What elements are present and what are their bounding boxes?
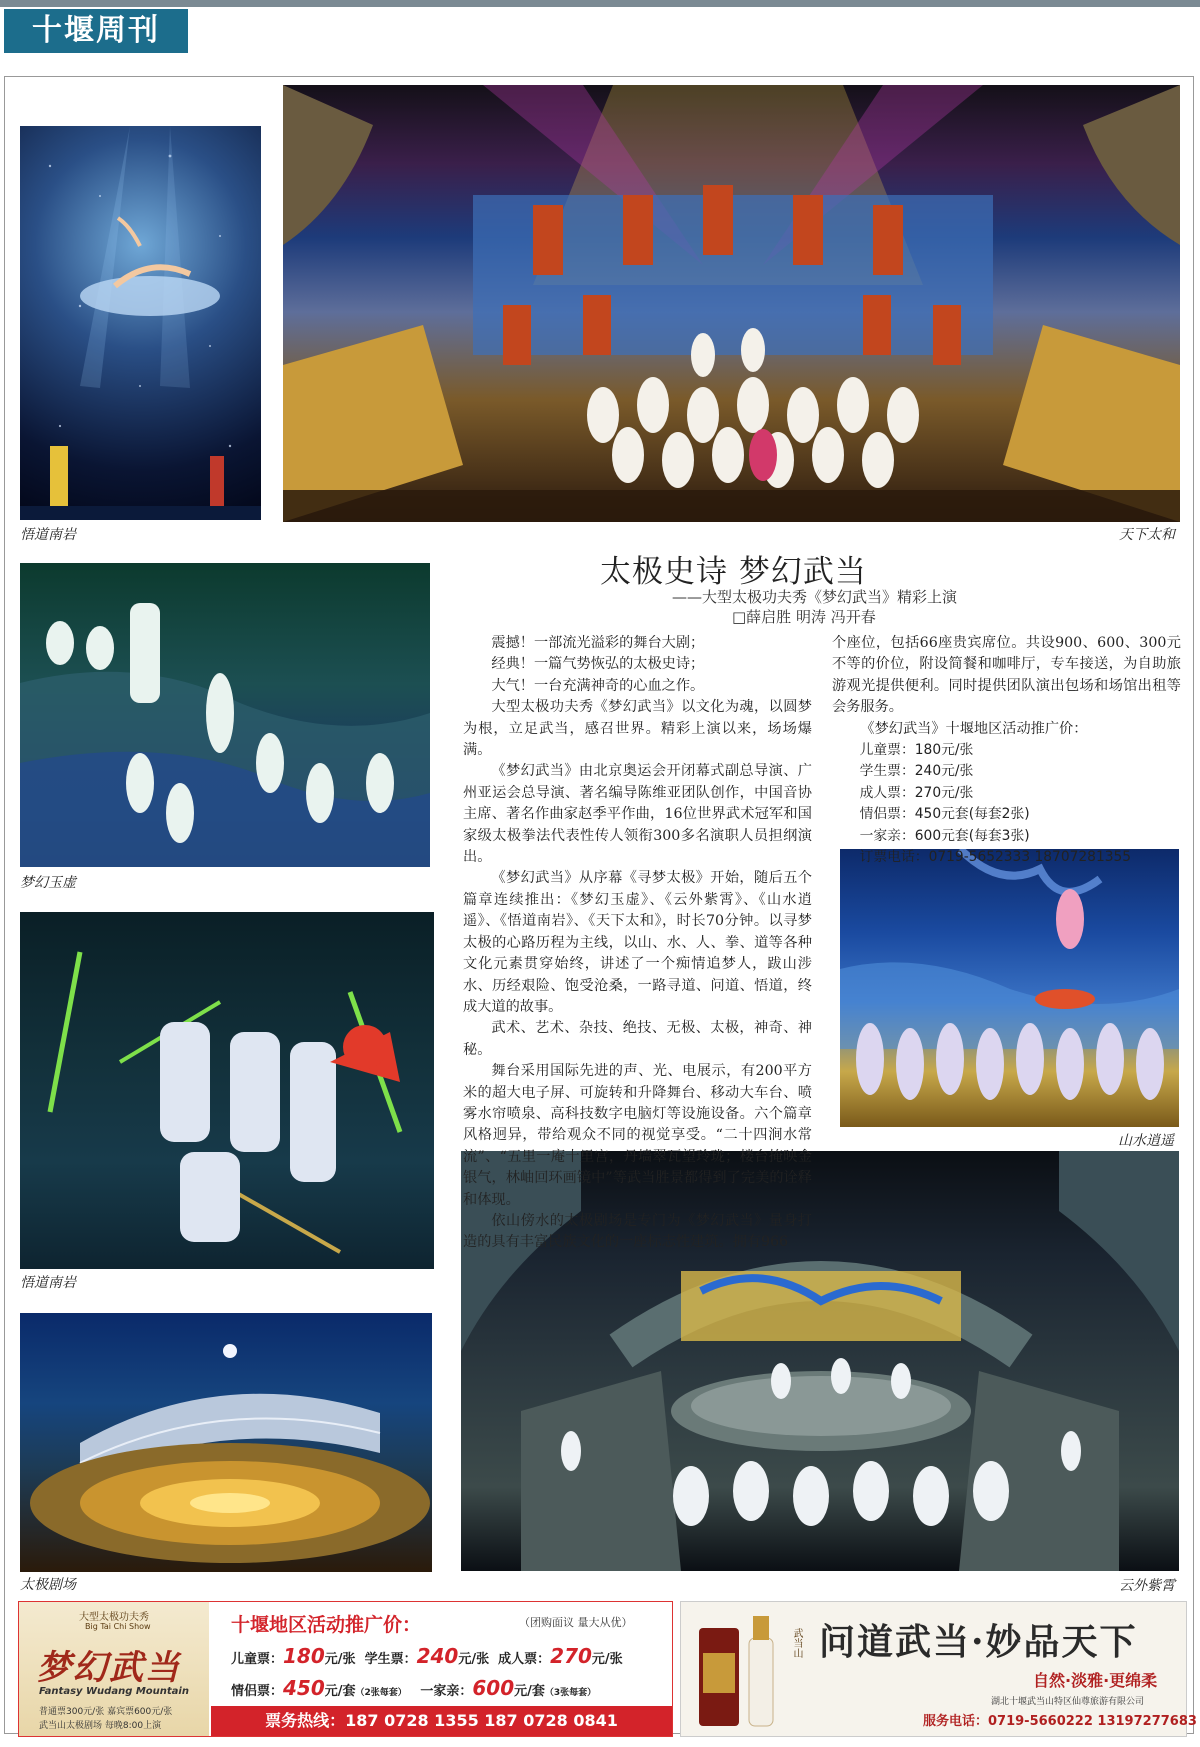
photo-mid-left-2 [20, 912, 434, 1269]
paragraph: 依山傍水的太极剧场是专门为《梦幻武当》量身打造的具有丰富民族文化的一座标志性建筑。拥有966 [463, 1212, 812, 1251]
caption-right-mid: 山水逍遥 [1118, 1133, 1174, 1149]
ad-price-row-1: 儿童票：180元/张 学生票：240元/张 成人票：270元/张 [231, 1644, 623, 1668]
price-line: 情侣票：450元套(每套2张) [859, 806, 1030, 823]
ad-price-row-2: 情侣票：450元/套（2张每套） 一家亲：600元/套（3张每套） [231, 1676, 597, 1700]
photo-mid-left-2-art [20, 912, 434, 1269]
photo-right-mid-art [840, 849, 1179, 1127]
photo-bottom-left [20, 1313, 432, 1572]
paragraph: 经典！一篇气势恢弘的太极史诗； [491, 656, 705, 673]
ad-logo: 梦幻武当 [37, 1648, 181, 1688]
ad-logo-en: Fantasy Wudang Mountain [39, 1686, 189, 1697]
paragraph: 《梦幻武当》从序幕《寻梦太极》开始，随后五个篇章连续推出：《梦幻玉虚》、《云外紫霄》、《山水逍遥》、《悟道南岩》、《天下太和》，时长70分钟。以寻梦太极的心路历程为主线，以山、水、人、拳、道等各种文化元素贯穿始终，讲述了一个痴情追梦人，跋山涉水、历经艰险、饱受沧桑，一路寻道、问道、悟道，终成大道的故事。 [463, 870, 812, 1015]
paragraph: 《梦幻武当》由北京奥运会开闭幕式副总导演、广州亚运会总导演、著名编导陈维亚团队创作，中国音协主席、著名作曲家赵季平作曲，16位世界武术冠军和国家级太极拳法代表性传人领衔300多名演职人员担纲演出。 [463, 763, 812, 866]
caption-mid-left-1: 梦幻玉虚 [20, 875, 76, 891]
ad-ticket-promo [18, 1601, 673, 1737]
article-subtitle: ——大型太极功夫秀《梦幻武当》精彩上演 [672, 588, 958, 606]
ad-right-company: 湖北十堰武当山特区仙尊旅游有限公司 [991, 1697, 1145, 1707]
ad-note: 武当山太极剧场 每晚8:00上演 [39, 1721, 162, 1731]
paragraph: 震撼！一部流光溢彩的舞台大剧； [491, 635, 705, 651]
caption-bottom-left: 太极剧场 [20, 1577, 76, 1593]
ad-right-tagline: 自然·淡雅·更绵柔 [1033, 1671, 1158, 1690]
ad-hotline: 票务热线：187 0728 1355 187 0728 0841 [265, 1711, 618, 1730]
ad-brand-small: 大型太极功夫秀 [79, 1612, 149, 1623]
ad-bottle-panel [689, 1608, 809, 1732]
price-line: 成人票：270元/张 [859, 784, 974, 801]
price-line: 学生票：240元/张 [859, 763, 974, 780]
caption-mid-left-2: 悟道南岩 [20, 1275, 76, 1291]
photo-bottom-left-art [20, 1313, 432, 1572]
article-column-2 [832, 633, 1181, 868]
photo-top-main [283, 85, 1180, 522]
paragraph: 舞台采用国际先进的声、光、电展示，有200平方米的超大电子屏、可旋转和升降舞台、移动大车台、喷雾水帘喷泉、高科技数字电脑灯等设施设备。六个篇章风格迥异，带给观众不同的视觉享受。“二十四涧水常流”、“五里一庵十里宫，丹墙翠瓦望玲珑；楼台掩映金银气，林岫回环画镜中”等武当胜景都得到了完美的诠释和体现。 [463, 1063, 812, 1208]
photo-top-left [20, 126, 261, 520]
ad-brand-en: Big Tai Chi Show [85, 1622, 151, 1631]
paragraph: 武术、艺术、杂技、绝技、无极、太极，神奇、神秘。 [463, 1020, 812, 1058]
price-line: 订票电话：0719-5652333 18707281355 [859, 849, 1132, 866]
caption-top-main: 天下太和 [1119, 527, 1175, 543]
photo-top-left-art [20, 126, 261, 520]
price-line: 一家亲：600元套(每套3张) [859, 827, 1030, 844]
ad-hotline-bar [211, 1706, 672, 1736]
photo-mid-left-1-art [20, 563, 430, 867]
paragraph: 《梦幻武当》十堰地区活动推广价： [860, 720, 1088, 737]
paragraph: 大气！一台充满神奇的心血之作。 [491, 677, 705, 694]
article-column-1 [463, 633, 812, 1254]
paragraph: 个座位，包括66座贵宾席位。共设900、600、300元不等的价位，附设简餐和咖啡厅，专车接送，为自助旅游观光提供便利。同时提供团队演出包场和场馆出租等会务服务。 [832, 635, 1181, 716]
article-byline: □薛启胜 明涛 冯开春 [732, 608, 876, 626]
bottle-icon [689, 1608, 809, 1732]
photo-right-mid [840, 849, 1179, 1127]
photo-mid-left-1 [20, 563, 430, 867]
ad-bottle-vertical-text: 武当山 [791, 1628, 802, 1658]
ad-right-phone: 服务电话：0719-5660222 13197277683 [923, 1714, 1197, 1729]
top-rule [0, 0, 1200, 7]
paragraph: 大型太极功夫秀《梦幻武当》以文化为魂，以圆梦为根，立足武当，感召世界。精彩上演以来，场场爆满。 [463, 699, 812, 759]
caption-top-left: 悟道南岩 [20, 527, 76, 543]
price-line: 儿童票：180元/张 [859, 742, 974, 759]
photo-top-main-art [283, 85, 1180, 522]
ad-right-headline: 问道武当·妙品天下 [819, 1621, 1138, 1663]
ad-logo-panel [19, 1602, 209, 1736]
caption-bottom-main: 云外紫霄 [1119, 1578, 1175, 1594]
article-title: 太极史诗 梦幻武当 [600, 554, 867, 590]
ad-note: 普通票300元/张 嘉宾票600元/张 [39, 1707, 173, 1717]
ad-liquor [680, 1601, 1197, 1737]
ad-group-note: （团购面议 量大从优） [519, 1616, 633, 1629]
ad-headline: 十堰地区活动推广价： [231, 1614, 422, 1636]
masthead: 十堰周刊 [4, 9, 188, 53]
